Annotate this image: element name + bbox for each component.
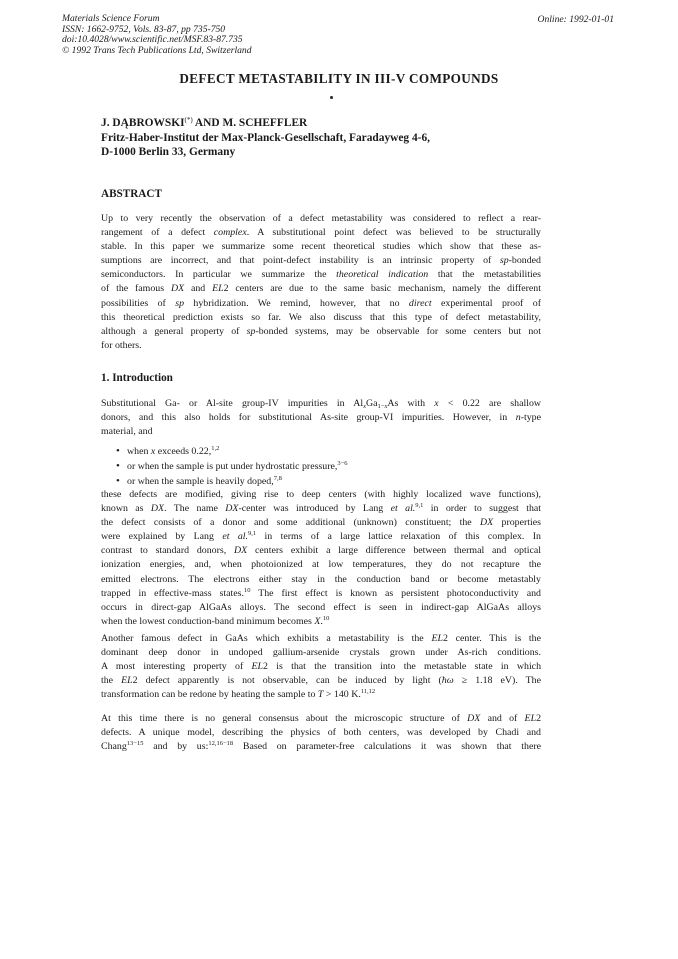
journal-name: Materials Science Forum	[62, 13, 160, 24]
paper-title: DEFECT METASTABILITY IN III-V COMPOUNDS	[179, 71, 499, 86]
copyright-line: © 1992 Trans Tech Publications Ltd, Switzerland	[62, 44, 252, 56]
affiliation-line-2: D-1000 Berlin 33, Germany	[101, 146, 236, 159]
intro-paragraph-3: Another famous defect in GaAs which exhibits a metastability is the EL2 center. This is the dominant deep donor in undoped gallium-arsenide crystals grown under As-rich conditions. A most interesting property of EL2 is that the transition into the metastable state in which the EL2 defect apparently is not observable, can be induced by light (ħω ≥ 1.18 eV). The transformation can be redone by heating the sample to T > 140 K.$^{11,12}$	[101, 633, 542, 701]
issn-line: ISSN: 1662-9752, Vols. 83-87, pp 735-750	[62, 23, 226, 35]
intro-paragraph-4: At this time there is no general consensus about the microscopic structure of DX and of EL2 defects. A unique model, describing the physics of both centers, was developed by Chadi and Chang$^{13-15}$ and by us:$^{12,16-18}$ Based on parameter-free calculations it was shown that there	[101, 713, 542, 753]
introduction-heading: 1. Introduction	[101, 372, 173, 384]
list-item: • when x exceeds 0.22,$^{1,2}$	[116, 444, 348, 459]
online-date: Online: 1992-01-01	[537, 14, 614, 25]
condition-list	[116, 444, 348, 489]
doi-line: doi:10.4028/www.scientific.net/MSF.83-87.735	[62, 34, 243, 46]
author-names: J. DĄBROWSKI(*) AND M. SCHEFFLER	[101, 116, 308, 129]
intro-paragraph-1: Substitutional Ga- or Al-site group-IV impurities in $Al_xGa_{1-x}As$ with x < 0.22 are shallow donors, and this also holds for substitutional As-site group-VI impurities. However, in n-type material, and	[101, 398, 542, 438]
affiliation-line-1: Fritz-Haber-Institut der Max-Planck-Gesellschaft, Faradayweg 4-6,	[101, 131, 430, 144]
list-item: • or when the sample is put under hydrostatic pressure,$^{3-6}$	[116, 459, 348, 474]
abstract-heading: ABSTRACT	[101, 188, 162, 200]
title-dot	[330, 96, 333, 99]
journal-header	[62, 14, 252, 56]
intro-paragraph-2: these defects are modified, giving rise to deep centers (with highly localized wave functions), known as DX. The name DX-center was introduced by Lang et al.$^{9,1}$ in order to suggest that the defect consists of a donor and some additional (unknown) constituent; the DX properties were explained by Lang et al.$^{9,1}$ in terms of a large lattice relaxation of this complex. In contrast to standard donors, DX centers exhibit a large difference between thermal and optical ionization energies, and, when photoionized at low temperatures, they do not recapture the emitted electrons. The electrons either stay in the conduction band or become metastably trapped in effective-mass states.$^{10}$ The first effect is known as persistent photoconductivity and occurs in direct-gap AlGaAs alloys. The second effect is seen in indirect-gap AlGaAs alloys when the lowest conduction-band minimum becomes X.$^{10}$	[101, 489, 542, 627]
abstract-text: Up to very recently the observation of a defect metastability was considered to reflect a rear- rangement of a defect complex. A substitutional point defect was believed to be structurally stable. In this paper we summarize some recent theoretical studies which show that these as- sumptions are incorrect, and that point-defect instability is an intrinsic property of sp-bonded semiconductors. In particular we summarize the theoretical indication that the metastabilities of the famous DX and EL2 centers are due to the same basic mechanism, namely the different possibilities of sp hybridization. We remind, however, that no direct experimental proof of this theoretical prediction exists so far. We also discuss that this type of defect metastability, although a general property of sp-bonded systems, may be observable for some centers but not for others.	[101, 213, 541, 351]
author-block	[101, 113, 430, 160]
list-item: • or when the sample is heavily doped,$^{7,8}$	[116, 474, 348, 489]
